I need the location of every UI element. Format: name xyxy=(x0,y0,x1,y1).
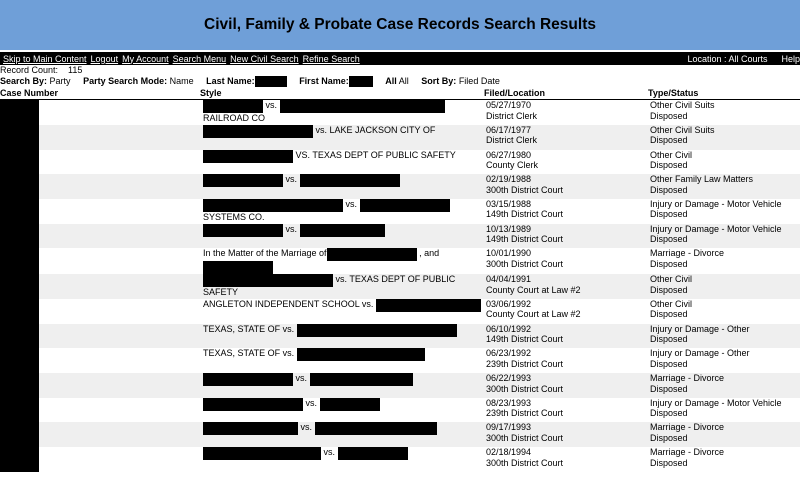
case-style[interactable] xyxy=(200,447,484,472)
filed-date: 06/27/1980 xyxy=(486,149,532,160)
redacted-case-number[interactable] xyxy=(0,422,39,447)
filed-location xyxy=(484,199,648,224)
table-row[interactable] xyxy=(0,125,800,150)
filed-location xyxy=(484,299,648,324)
empty-cell xyxy=(39,274,200,299)
mode-label: Party Search Mode: xyxy=(83,76,168,86)
redacted-party-name xyxy=(203,398,303,411)
court-location: 300th District Court xyxy=(486,432,564,443)
empty-cell xyxy=(39,199,200,224)
type-status xyxy=(648,174,800,199)
table-row[interactable] xyxy=(0,373,800,398)
style-suffix: SAFETY xyxy=(203,287,239,298)
case-style[interactable] xyxy=(200,299,484,324)
case-style[interactable] xyxy=(200,373,484,398)
style-prefix: In the Matter of the Marriage of xyxy=(203,248,327,259)
case-type: Marriage - Divorce xyxy=(650,447,725,458)
style-middle: vs. xyxy=(345,198,358,209)
empty-cell xyxy=(39,100,200,125)
type-status xyxy=(648,199,800,224)
court-location: 300th District Court xyxy=(486,383,564,394)
redacted-party-name xyxy=(320,398,380,411)
type-status xyxy=(648,398,800,423)
sort-by-value: Filed Date xyxy=(458,76,500,86)
redacted-party-name xyxy=(203,261,273,274)
filed-location xyxy=(484,150,648,175)
style-middle: vs. xyxy=(285,223,298,234)
case-type: Injury or Damage - Motor Vehicle xyxy=(650,223,782,234)
filed-date: 08/23/1993 xyxy=(486,397,532,408)
table-row[interactable] xyxy=(0,447,800,472)
court-location: 300th District Court xyxy=(486,184,564,195)
redacted-party-name xyxy=(297,324,457,337)
col-header-type-status[interactable]: Type/Status xyxy=(648,87,800,100)
case-type: Injury or Damage - Other xyxy=(650,323,750,334)
record-count-value: 115 xyxy=(68,65,83,75)
filed-location xyxy=(484,274,648,299)
type-status xyxy=(648,274,800,299)
skip-to-main-link[interactable]: Skip to Main Content xyxy=(3,53,87,64)
type-status xyxy=(648,248,800,274)
empty-cell xyxy=(39,299,200,324)
redacted-party-name xyxy=(203,447,321,460)
case-style[interactable] xyxy=(200,248,484,274)
case-style[interactable] xyxy=(200,348,484,373)
case-type: Other Civil xyxy=(650,274,693,285)
case-status: Disposed xyxy=(650,209,688,220)
redacted-party-name xyxy=(376,299,481,312)
redacted-party-name xyxy=(310,373,413,386)
type-status xyxy=(648,324,800,349)
filed-date: 09/17/1993 xyxy=(486,422,532,433)
col-header-filed-location[interactable]: Filed/Location xyxy=(484,87,648,100)
case-style[interactable] xyxy=(200,174,484,199)
style-suffix: SYSTEMS CO. xyxy=(203,211,265,222)
search-menu-link[interactable]: Search Menu xyxy=(172,53,227,64)
filed-location xyxy=(484,398,648,423)
all-value: All xyxy=(398,76,409,86)
case-style[interactable] xyxy=(200,398,484,423)
table-row[interactable] xyxy=(0,248,800,274)
filed-date: 06/10/1992 xyxy=(486,323,532,334)
type-status xyxy=(648,125,800,150)
empty-cell xyxy=(39,150,200,175)
redacted-party-name xyxy=(300,224,385,237)
filed-location xyxy=(484,174,648,199)
filed-location xyxy=(484,447,648,472)
type-status xyxy=(648,422,800,447)
type-status xyxy=(648,447,800,472)
nav-bar xyxy=(0,52,800,65)
filed-location xyxy=(484,348,648,373)
type-status xyxy=(648,100,800,125)
mode-value: Name xyxy=(169,76,194,86)
redacted-party-name xyxy=(327,248,417,261)
filed-location xyxy=(484,422,648,447)
redacted-case-number[interactable] xyxy=(0,224,39,249)
table-row[interactable] xyxy=(0,299,800,324)
results-table xyxy=(0,87,800,472)
court-location: District Clerk xyxy=(486,110,537,121)
redacted-last-name xyxy=(255,76,287,87)
empty-cell xyxy=(39,373,200,398)
table-row[interactable] xyxy=(0,150,800,175)
filed-date: 03/15/1988 xyxy=(486,198,532,209)
court-location: 149th District Court xyxy=(486,334,564,345)
redacted-case-number[interactable] xyxy=(0,248,39,274)
style-middle: , and xyxy=(419,248,440,259)
court-location: 149th District Court xyxy=(486,234,564,245)
redacted-case-number[interactable] xyxy=(0,447,39,472)
filed-date: 06/17/1977 xyxy=(486,124,532,135)
case-status: Disposed xyxy=(650,383,688,394)
last-name-label: Last Name: xyxy=(206,76,255,86)
style-middle: vs. xyxy=(285,174,298,185)
filed-location xyxy=(484,248,648,274)
redacted-first-name xyxy=(349,76,373,87)
table-row[interactable] xyxy=(0,199,800,224)
filed-date: 06/23/1992 xyxy=(486,348,532,359)
style-prefix: TEXAS, STATE OF vs. xyxy=(203,323,295,334)
case-type: Injury or Damage - Motor Vehicle xyxy=(650,198,782,209)
case-status: Disposed xyxy=(650,334,688,345)
redacted-party-name xyxy=(300,174,400,187)
court-location: County Court at Law #2 xyxy=(486,284,581,295)
table-row[interactable] xyxy=(0,324,800,349)
redacted-party-name xyxy=(203,100,263,113)
case-type: Injury or Damage - Motor Vehicle xyxy=(650,397,782,408)
redacted-party-name xyxy=(203,373,293,386)
redacted-case-number[interactable] xyxy=(0,348,39,373)
page-title: Civil, Family & Probate Case Records Search Results xyxy=(204,16,596,33)
filed-location xyxy=(484,100,648,125)
table-row[interactable] xyxy=(0,224,800,249)
redacted-party-name xyxy=(203,274,333,287)
style-middle: vs. LAKE JACKSON CITY OF xyxy=(315,124,436,135)
style-middle: vs. xyxy=(305,397,318,408)
logout-link[interactable]: Logout xyxy=(90,53,119,64)
all-label: All xyxy=(385,76,397,86)
case-status: Disposed xyxy=(650,309,688,320)
filed-location xyxy=(484,324,648,349)
case-status: Disposed xyxy=(650,284,688,295)
filed-date: 05/27/1970 xyxy=(486,100,532,111)
filed-date: 02/18/1994 xyxy=(486,447,532,458)
court-location: District Clerk xyxy=(486,135,537,146)
redacted-case-number[interactable] xyxy=(0,125,39,150)
court-location: 239th District Court xyxy=(486,408,564,419)
help-link[interactable]: Help xyxy=(781,53,800,64)
redacted-case-number[interactable] xyxy=(0,373,39,398)
case-type: Other Family Law Matters xyxy=(650,174,754,185)
empty-cell xyxy=(39,224,200,249)
empty-cell xyxy=(39,422,200,447)
col-header-case-number[interactable]: Case Number xyxy=(0,87,200,100)
filed-date: 06/22/1993 xyxy=(486,373,532,383)
redacted-party-name xyxy=(203,422,298,435)
case-status: Disposed xyxy=(650,160,688,170)
table-row[interactable] xyxy=(0,174,800,199)
case-status: Disposed xyxy=(650,408,688,419)
redacted-case-number[interactable] xyxy=(0,100,39,125)
style-middle: vs. xyxy=(265,100,278,111)
redacted-party-name xyxy=(338,447,408,460)
case-style[interactable] xyxy=(200,224,484,249)
filed-date: 03/06/1992 xyxy=(486,298,532,309)
redacted-case-number[interactable] xyxy=(0,150,39,175)
case-style[interactable] xyxy=(200,324,484,349)
type-status xyxy=(648,373,800,398)
court-location: County Clerk xyxy=(486,160,539,170)
court-location: 239th District Court xyxy=(486,358,564,369)
case-type: Injury or Damage - Other xyxy=(650,348,750,359)
style-middle: vs. TEXAS DEPT OF PUBLIC xyxy=(335,274,456,285)
my-account-link[interactable]: My Account xyxy=(122,53,169,64)
sort-by-label: Sort By: xyxy=(421,76,457,86)
case-type: Other Civil Suits xyxy=(650,100,715,111)
redacted-case-number[interactable] xyxy=(0,398,39,423)
case-status: Disposed xyxy=(650,457,688,468)
redacted-party-name xyxy=(360,199,450,212)
court-location: County Court at Law #2 xyxy=(486,309,581,320)
case-type: Other Civil xyxy=(650,149,693,160)
filed-date: 02/19/1988 xyxy=(486,174,532,185)
case-style[interactable] xyxy=(200,150,484,175)
empty-cell xyxy=(39,348,200,373)
case-status: Disposed xyxy=(650,110,688,121)
refine-search-link[interactable]: Refine Search xyxy=(302,53,360,64)
filed-location xyxy=(484,373,648,398)
table-row[interactable] xyxy=(0,422,800,447)
style-middle: VS. TEXAS DEPT OF PUBLIC SAFETY xyxy=(295,149,456,160)
redacted-case-number[interactable] xyxy=(0,199,39,224)
case-type: Other Civil Suits xyxy=(650,124,715,135)
empty-cell xyxy=(39,174,200,199)
filed-date: 04/04/1991 xyxy=(486,274,532,285)
type-status xyxy=(648,299,800,324)
style-prefix: TEXAS, STATE OF vs. xyxy=(203,348,295,359)
table-row[interactable] xyxy=(0,100,800,125)
first-name-label: First Name: xyxy=(299,76,349,86)
case-style[interactable] xyxy=(200,199,484,224)
case-type: Marriage - Divorce xyxy=(650,373,725,383)
style-suffix: RAILROAD CO xyxy=(203,113,266,124)
redacted-party-name xyxy=(203,224,283,237)
redacted-case-number[interactable] xyxy=(0,174,39,199)
empty-cell xyxy=(39,248,200,274)
case-type: Marriage - Divorce xyxy=(650,248,725,259)
redacted-party-name xyxy=(315,422,437,435)
style-middle: vs. xyxy=(300,422,313,433)
record-count-label: Record Count: xyxy=(0,65,59,75)
redacted-party-name xyxy=(203,199,343,212)
redacted-case-number[interactable] xyxy=(0,274,39,299)
filed-date: 10/13/1989 xyxy=(486,223,532,234)
table-row[interactable] xyxy=(0,274,800,299)
col-header-style[interactable]: Style xyxy=(200,87,484,100)
style-middle: vs. xyxy=(295,373,308,383)
redacted-party-name xyxy=(203,150,293,163)
new-civil-search-link[interactable]: New Civil Search xyxy=(230,53,299,64)
table-row[interactable] xyxy=(0,398,800,423)
case-style[interactable] xyxy=(200,274,484,299)
style-prefix: ANGLETON INDEPENDENT SCHOOL vs. xyxy=(203,298,374,309)
search-by-value: Party xyxy=(49,76,71,86)
search-by-label: Search By: xyxy=(0,76,48,86)
case-style[interactable] xyxy=(200,422,484,447)
redacted-case-number[interactable] xyxy=(0,299,39,324)
table-row[interactable] xyxy=(0,348,800,373)
redacted-party-name xyxy=(203,125,313,138)
case-style[interactable] xyxy=(200,125,484,150)
search-criteria xyxy=(0,65,800,87)
court-location: 300th District Court xyxy=(486,457,564,468)
empty-cell xyxy=(39,398,200,423)
case-status: Disposed xyxy=(650,358,688,369)
location-label: Location : All Courts xyxy=(687,53,768,64)
style-middle: vs. xyxy=(323,447,336,458)
case-status: Disposed xyxy=(650,234,688,245)
court-location: 149th District Court xyxy=(486,209,564,220)
redacted-party-name xyxy=(297,348,425,361)
page-header xyxy=(0,0,800,50)
case-type: Marriage - Divorce xyxy=(650,422,725,433)
case-style[interactable] xyxy=(200,100,484,125)
type-status xyxy=(648,224,800,249)
type-status xyxy=(648,150,800,175)
filed-date: 10/01/1990 xyxy=(486,248,532,259)
court-location: 300th District Court xyxy=(486,258,564,269)
redacted-party-name xyxy=(280,100,445,113)
case-status: Disposed xyxy=(650,135,688,146)
redacted-party-name xyxy=(203,174,283,187)
case-status: Disposed xyxy=(650,432,688,443)
type-status xyxy=(648,348,800,373)
empty-cell xyxy=(39,324,200,349)
filed-location xyxy=(484,125,648,150)
empty-cell xyxy=(39,125,200,150)
empty-cell xyxy=(39,447,200,472)
redacted-case-number[interactable] xyxy=(0,324,39,349)
case-type: Other Civil xyxy=(650,298,693,309)
filed-location xyxy=(484,224,648,249)
case-status: Disposed xyxy=(650,258,688,269)
case-status: Disposed xyxy=(650,184,688,195)
